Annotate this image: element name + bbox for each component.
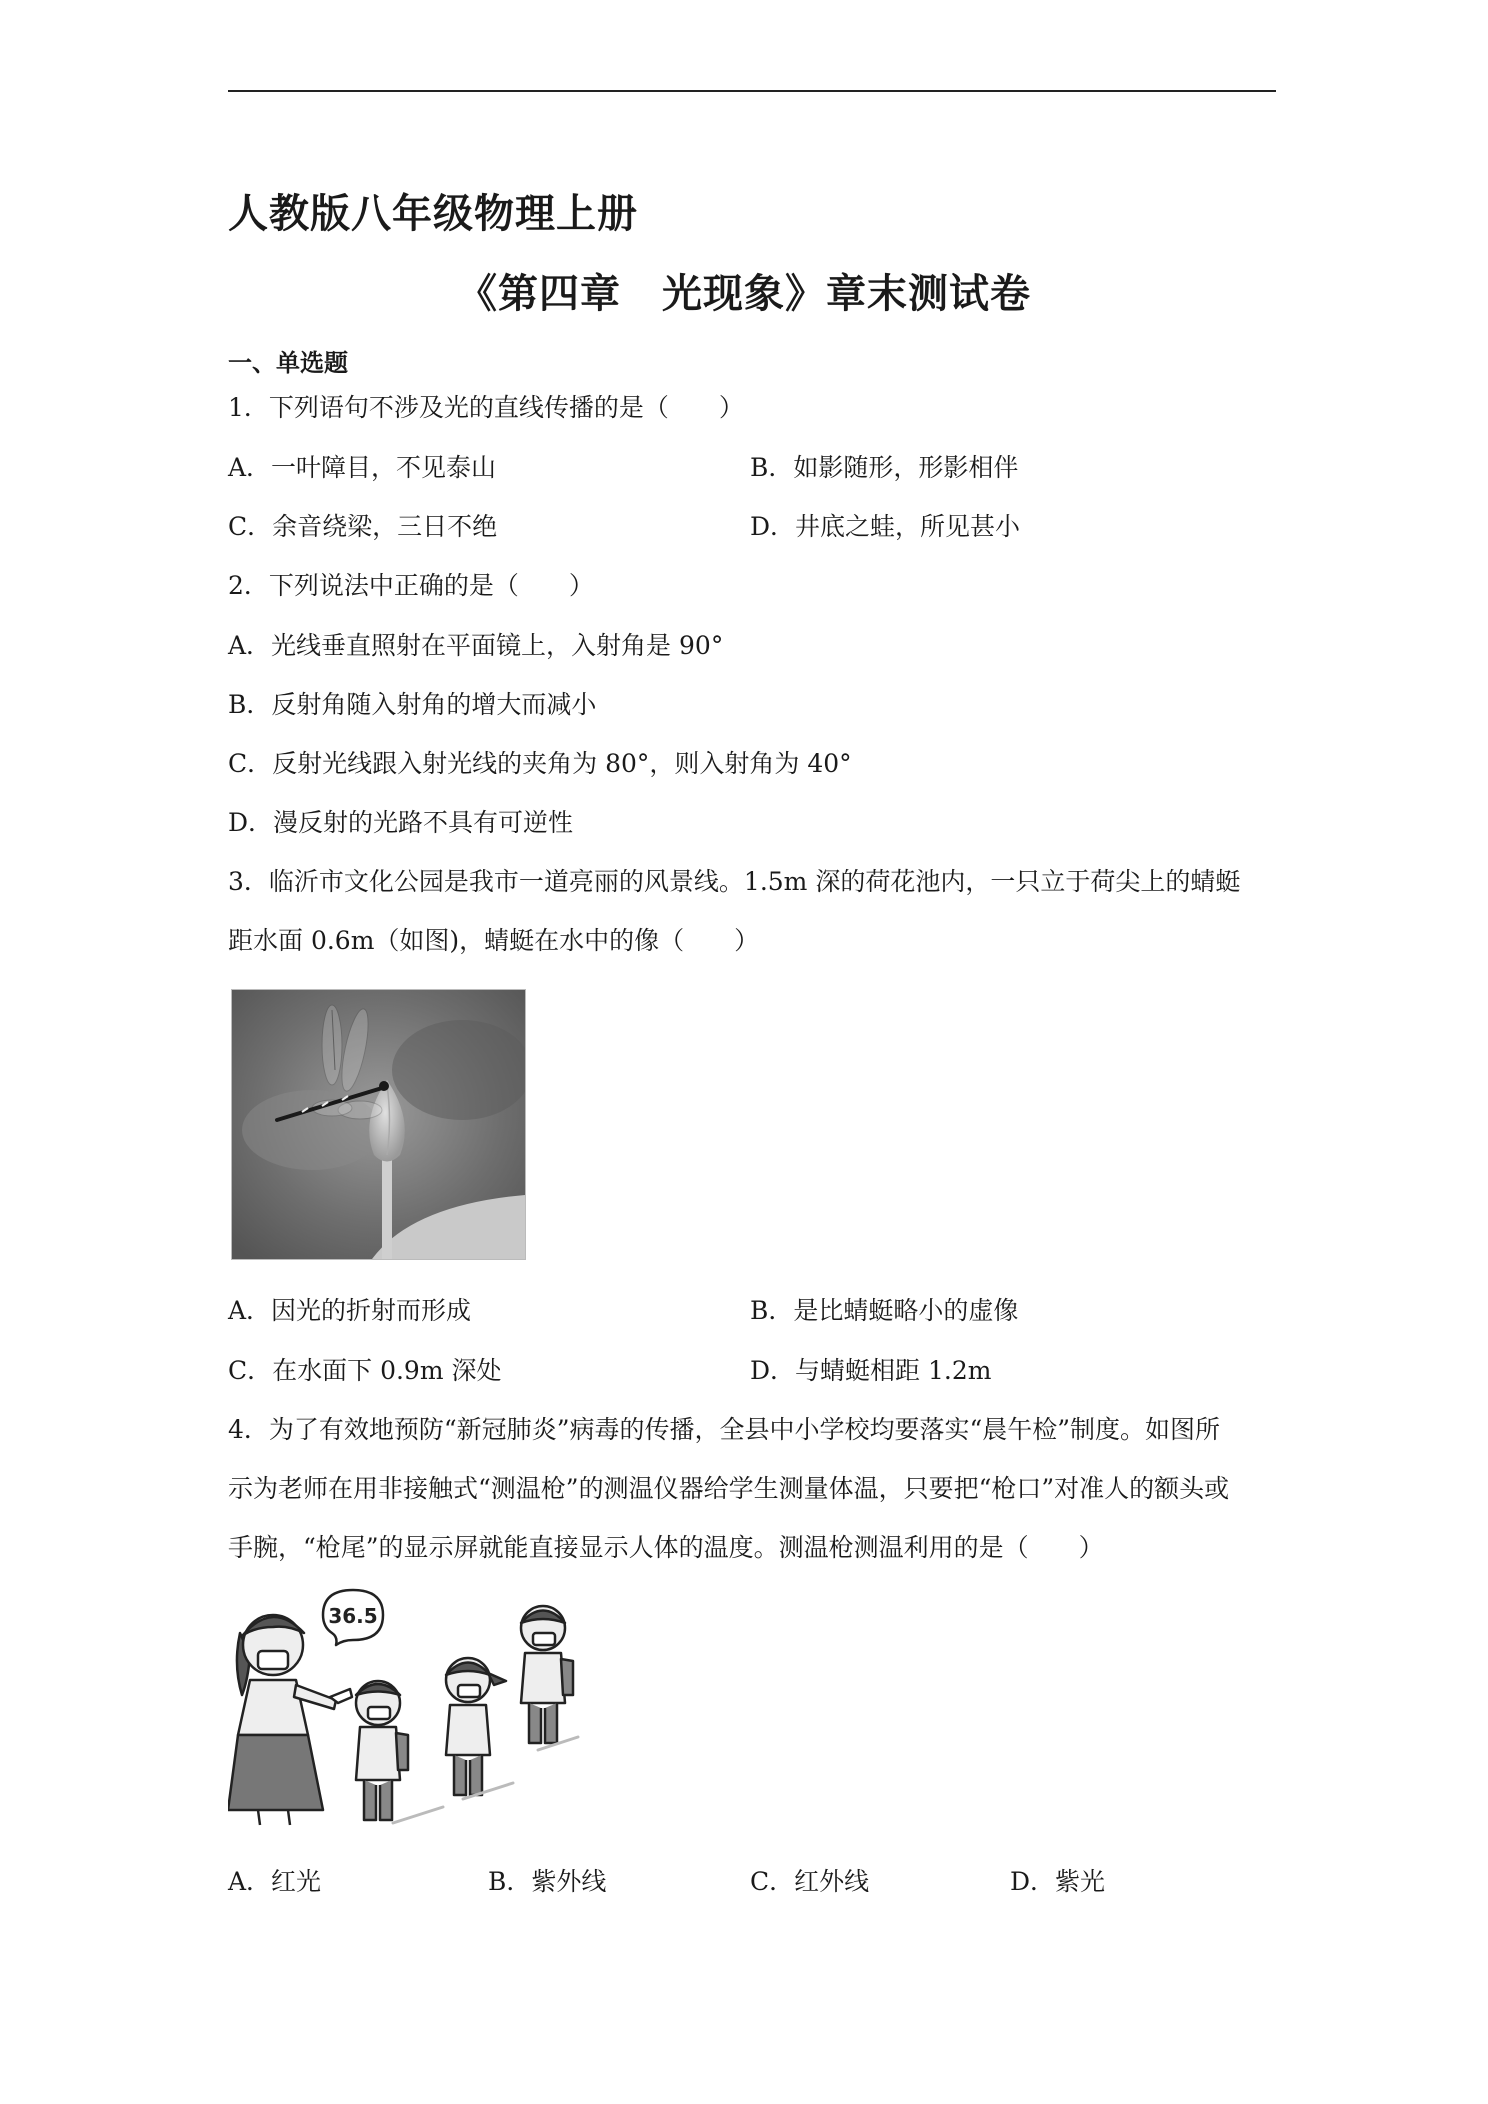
question-3-option-b: B．是比蜻蜓略小的虚像 xyxy=(750,1296,1019,1325)
question-2-option-d: D．漫反射的光路不具有可逆性 xyxy=(228,808,574,837)
question-1-option-d: D．井底之蛙，所见甚小 xyxy=(750,512,1021,541)
temperature-check-illustration xyxy=(228,1585,590,1835)
header-rule xyxy=(228,90,1276,92)
question-4-option-b: B．紫外线 xyxy=(488,1867,607,1896)
question-4-stem-line-1: 4．为了有效地预防“新冠肺炎”病毒的传播，全县中小学校均要落实“晨午检”制度。如图所 xyxy=(228,1415,1221,1444)
section-heading: 一、单选题 xyxy=(228,349,348,377)
question-4-option-d: D．紫光 xyxy=(1010,1867,1106,1896)
question-2-option-c: C．反射光线跟入射光线的夹角为 80°，则入射角为 40° xyxy=(228,749,852,778)
question-3-stem-line-2: 距水面 0.6m（如图)，蜻蜓在水中的像（ ） xyxy=(228,926,760,955)
question-4-stem-line-2: 示为老师在用非接触式“测温枪”的测温仪器给学生测量体温，只要把“枪口”对准人的额头或 xyxy=(228,1474,1230,1503)
question-4-option-a: A．红光 xyxy=(228,1867,322,1896)
question-1-option-c: C．余音绕梁，三日不绝 xyxy=(228,512,498,541)
question-1-stem: 1．下列语句不涉及光的直线传播的是（ ） xyxy=(228,393,744,422)
question-2-option-a: A．光线垂直照射在平面镜上，入射角是 90° xyxy=(228,631,724,660)
question-1-option-b: B．如影随形，形影相伴 xyxy=(750,453,1019,482)
question-3-option-a: A．因光的折射而形成 xyxy=(228,1296,472,1325)
document-title: 人教版八年级物理上册 xyxy=(228,191,638,237)
question-3-stem-line-1: 3．临沂市文化公园是我市一道亮丽的风景线。1.5m 深的荷花池内，一只立于荷尖上的蜻蜓 xyxy=(228,867,1241,896)
question-2-option-b: B．反射角随入射角的增大而减小 xyxy=(228,690,597,719)
question-3-option-d: D．与蜻蜓相距 1.2m xyxy=(750,1356,992,1385)
document-subtitle: 《第四章 光现象》章末测试卷 xyxy=(457,271,1031,317)
question-4-option-c: C．红外线 xyxy=(750,1867,870,1896)
question-4-stem-line-3: 手腕，“枪尾”的显示屏就能直接显示人体的温度。测温枪测温利用的是（ ） xyxy=(228,1533,1104,1562)
dragonfly-lotus-photo xyxy=(231,989,526,1260)
question-1-option-a: A．一叶障目，不见泰山 xyxy=(228,453,497,482)
speech-bubble-reading: 36.5 xyxy=(328,1604,378,1628)
question-3-option-c: C．在水面下 0.9m 深处 xyxy=(228,1356,502,1385)
question-2-stem: 2．下列说法中正确的是（ ） xyxy=(228,571,594,600)
